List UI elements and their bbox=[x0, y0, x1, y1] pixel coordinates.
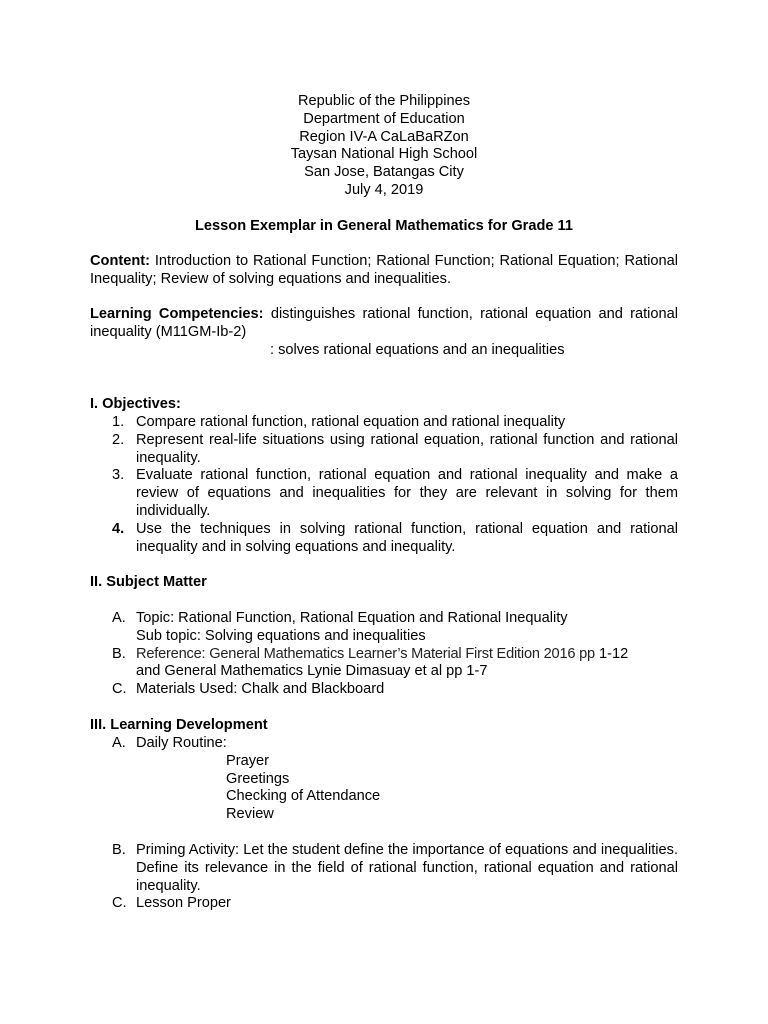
list-item bbox=[90, 842, 678, 895]
letterhead-line: San Jose, Batangas City bbox=[304, 164, 464, 181]
list-marker: 2. bbox=[112, 431, 125, 448]
reference-pages: 1-12 bbox=[599, 645, 629, 662]
objective-text: Use the techniques in solving rational function, rational equation and rational inequality and in solving equations and inequality. bbox=[136, 520, 678, 555]
content-paragraph bbox=[90, 253, 678, 289]
letterhead-line: Department of Education bbox=[303, 110, 465, 127]
content-label: Content: bbox=[90, 253, 150, 269]
list-item bbox=[90, 646, 678, 682]
letterhead bbox=[90, 93, 678, 200]
list-marker: 3. bbox=[112, 467, 125, 484]
topic-text: Topic: Rational Function, Rational Equation and Rational Inequality bbox=[136, 610, 568, 626]
routine-item: Review bbox=[226, 806, 274, 823]
list-item bbox=[90, 681, 678, 699]
list-marker: A. bbox=[112, 735, 126, 751]
list-item bbox=[90, 467, 678, 520]
routine-item: Checking of Attendance bbox=[226, 788, 381, 805]
objectives-list bbox=[90, 414, 678, 556]
learning-development-heading: III. Learning Development bbox=[90, 717, 268, 733]
list-marker: A. bbox=[112, 610, 126, 626]
routine-list bbox=[136, 753, 678, 824]
routine-item: Prayer bbox=[226, 752, 269, 769]
objective-text: Compare rational function, rational equation and rational inequality bbox=[136, 414, 566, 430]
list-item bbox=[90, 521, 678, 557]
list-marker: C. bbox=[112, 681, 127, 698]
letterhead-line: Republic of the Philippines bbox=[298, 93, 470, 109]
list-marker: 4. bbox=[112, 520, 125, 537]
reference-text: Reference: General Mathematics Learner’s Material First Edition 2016 pp bbox=[136, 645, 595, 662]
subtopic-text: Sub topic: Solving equations and inequalities bbox=[136, 627, 426, 644]
list-item bbox=[90, 432, 678, 468]
objective-text: Evaluate rational function, rational equation and rational inequality and make a review of equations and inequalities for they are relevant in solving for them individually. bbox=[136, 467, 678, 519]
priming-text: Priming Activity: Let the student define the importance of equations and inequalities. Define its relevance in the field of rational function, rational equation and rational inequality. bbox=[136, 842, 678, 894]
daily-routine-label: Daily Routine: bbox=[136, 735, 227, 751]
materials-text: Materials Used: Chalk and Blackboard bbox=[136, 681, 385, 698]
objectives-heading: I. Objectives: bbox=[90, 396, 181, 412]
learning-development-list bbox=[90, 735, 678, 824]
objective-text: Represent real-life situations using rational equation, rational function and rational inequality. bbox=[136, 431, 678, 466]
list-item bbox=[90, 610, 678, 646]
reference-text-2: and General Mathematics Lynie Dimasuay et al pp 1-7 bbox=[136, 663, 488, 680]
list-marker: B. bbox=[112, 842, 126, 858]
competencies-text: distinguishes rational function, rational equation and rational inequality (M11GM-Ib-2) bbox=[90, 306, 679, 340]
document-title: Lesson Exemplar in General Mathematics for Grade 11 bbox=[195, 218, 573, 234]
lesson-proper-text: Lesson Proper bbox=[136, 895, 231, 912]
competencies-paragraph bbox=[90, 306, 678, 342]
list-marker: B. bbox=[112, 645, 126, 662]
list-item bbox=[90, 895, 678, 913]
learning-development-list-cont bbox=[90, 842, 678, 913]
letterhead-line: Region IV-A CaLaBaRZon bbox=[299, 128, 469, 145]
date-line: July 4, 2019 bbox=[344, 181, 424, 198]
list-item bbox=[90, 414, 678, 432]
competencies-label: Learning Competencies: bbox=[90, 306, 264, 322]
content-text: Introduction to Rational Function; Rational Function; Rational Equation; Rational Inequality; Review of solving equations and inequalities. bbox=[90, 253, 678, 287]
list-marker: 1. bbox=[112, 414, 125, 430]
competencies-second: : solves rational equations and an inequalities bbox=[270, 342, 565, 358]
subject-matter-list bbox=[90, 610, 678, 699]
list-item bbox=[90, 735, 678, 824]
subject-matter-heading: II. Subject Matter bbox=[90, 574, 207, 590]
routine-item: Greetings bbox=[226, 770, 290, 787]
letterhead-line: Taysan National High School bbox=[290, 146, 478, 163]
list-marker: C. bbox=[112, 895, 127, 912]
